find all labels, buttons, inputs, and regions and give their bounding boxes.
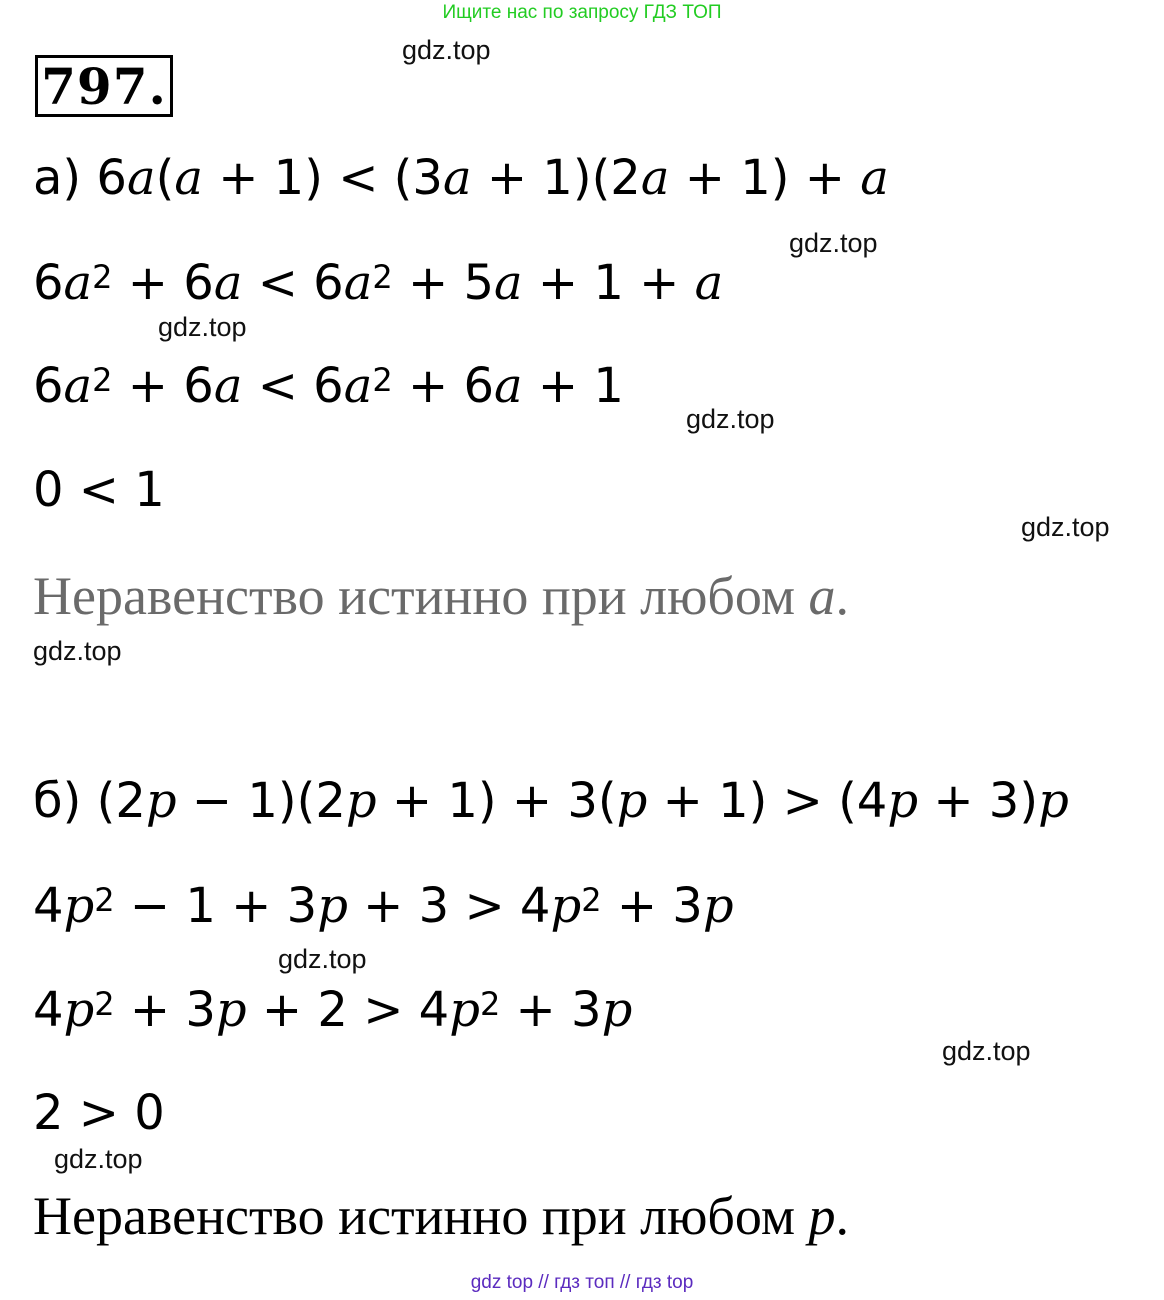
part-a-conclusion-text: Неравенство истинно при любом <box>33 566 809 626</box>
watermark: gdz.top <box>789 228 878 258</box>
watermark: gdz.top <box>278 944 367 974</box>
part-a-line-2: $6a^2 + 6a < 6a^2 + 5a + 1 + a$ <box>33 255 724 311</box>
part-a-line-1 <box>33 150 889 206</box>
part-b-line-4: 2 > 0 <box>33 1085 165 1141</box>
watermark: gdz.top <box>33 636 122 666</box>
part-b-conclusion-var: p <box>808 1186 836 1246</box>
part-a-conclusion <box>33 566 849 626</box>
part-a-label: а) <box>33 150 82 206</box>
part-b-conclusion-text: Неравенство истинно при любом <box>33 1186 809 1246</box>
part-b-line-1 <box>33 773 1069 829</box>
part-b-label: б) <box>33 773 82 829</box>
part-a-line-3: $6a^2 + 6a < 6a^2 + 6a + 1$ <box>33 358 624 414</box>
footer-links: gdz top // гдз топ // гдз top <box>470 1272 694 1293</box>
top-banner: Ищите нас по запросу ГДЗ ТОП <box>442 2 722 23</box>
part-a-conclusion-end: . <box>835 566 850 626</box>
watermark: gdz.top <box>1021 512 1110 542</box>
part-b-line-2: $4p^2 - 1 + 3p + 3 > 4p^2 + 3p$ <box>33 878 734 934</box>
task-number: 797. <box>35 55 173 117</box>
part-a-line-4: 0 < 1 <box>33 462 165 518</box>
watermark: gdz.top <box>158 312 247 342</box>
part-b-conclusion-end: . <box>835 1186 850 1246</box>
watermark: gdz.top <box>402 35 491 65</box>
watermark: gdz.top <box>942 1036 1031 1066</box>
watermark: gdz.top <box>54 1144 143 1174</box>
part-a-expression-1: 6a(a + 1) < (3a + 1)(2a + 1) + a <box>96 150 889 206</box>
part-b-conclusion <box>33 1186 849 1246</box>
part-b-line-3: $4p^2 + 3p + 2 > 4p^2 + 3p$ <box>33 982 633 1038</box>
part-b-expression-1: (2p − 1)(2p + 1) + 3(p + 1) > (4p + 3)p <box>96 773 1069 829</box>
watermark: gdz.top <box>686 404 775 434</box>
part-a-conclusion-var: a <box>808 566 836 626</box>
